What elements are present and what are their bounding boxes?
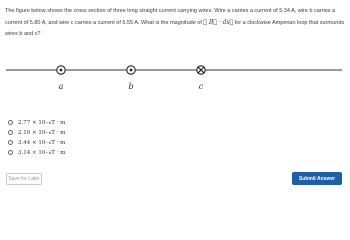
- answer-option-3[interactable]: [8, 138, 65, 147]
- wire-c-label: c: [198, 82, 204, 91]
- option-mantissa: 3.14 × 10: [18, 149, 46, 156]
- answer-option-4[interactable]: [8, 148, 65, 157]
- line-integral-expression: ∮ B⃗ · ds⃗: [203, 19, 234, 26]
- option-mantissa: 3.44 × 10: [18, 139, 46, 146]
- question-part2: for a clockwise Amperian loop that surrounds wires b and c?: [5, 20, 345, 37]
- option-mantissa: 2.10 × 10: [18, 129, 46, 136]
- option-unit: T · m: [51, 139, 66, 146]
- wire-a-out-of-page-icon: [57, 66, 65, 74]
- wire-b-out-of-page-icon: [127, 66, 135, 74]
- submit-answer-button[interactable]: Submit Answer: [292, 172, 342, 185]
- wire-c-into-page-icon: [197, 66, 205, 74]
- option-unit: T · m: [51, 149, 66, 156]
- question-text: [5, 6, 345, 40]
- radio-button[interactable]: [8, 140, 13, 145]
- option-unit: T · m: [51, 129, 66, 136]
- wire-b-label: b: [128, 82, 134, 91]
- wire-a-label: a: [58, 82, 64, 91]
- answer-options: [8, 118, 65, 158]
- radio-button[interactable]: [8, 120, 13, 125]
- option-exponent: −6: [45, 120, 52, 125]
- answer-option-1[interactable]: [8, 118, 65, 127]
- radio-button[interactable]: [8, 130, 13, 135]
- option-exponent: −6: [45, 130, 52, 135]
- question-part1: The figure below shows the cross section of three long straight current carrying wires. Wire a carries a current of 5.34 A, wire b carries a current of 5.80 A, and wire c carries a current of 5.55 A. What is the magnitude of: [5, 8, 336, 26]
- wire-diagram: [0, 55, 350, 95]
- option-exponent: −6: [45, 140, 52, 145]
- radio-button[interactable]: [8, 150, 13, 155]
- save-for-later-button[interactable]: Save for Later: [6, 173, 42, 185]
- option-exponent: −6: [45, 150, 52, 155]
- option-unit: T · m: [51, 119, 66, 126]
- answer-option-2[interactable]: [8, 128, 65, 137]
- option-mantissa: 2.77 × 10: [18, 119, 46, 126]
